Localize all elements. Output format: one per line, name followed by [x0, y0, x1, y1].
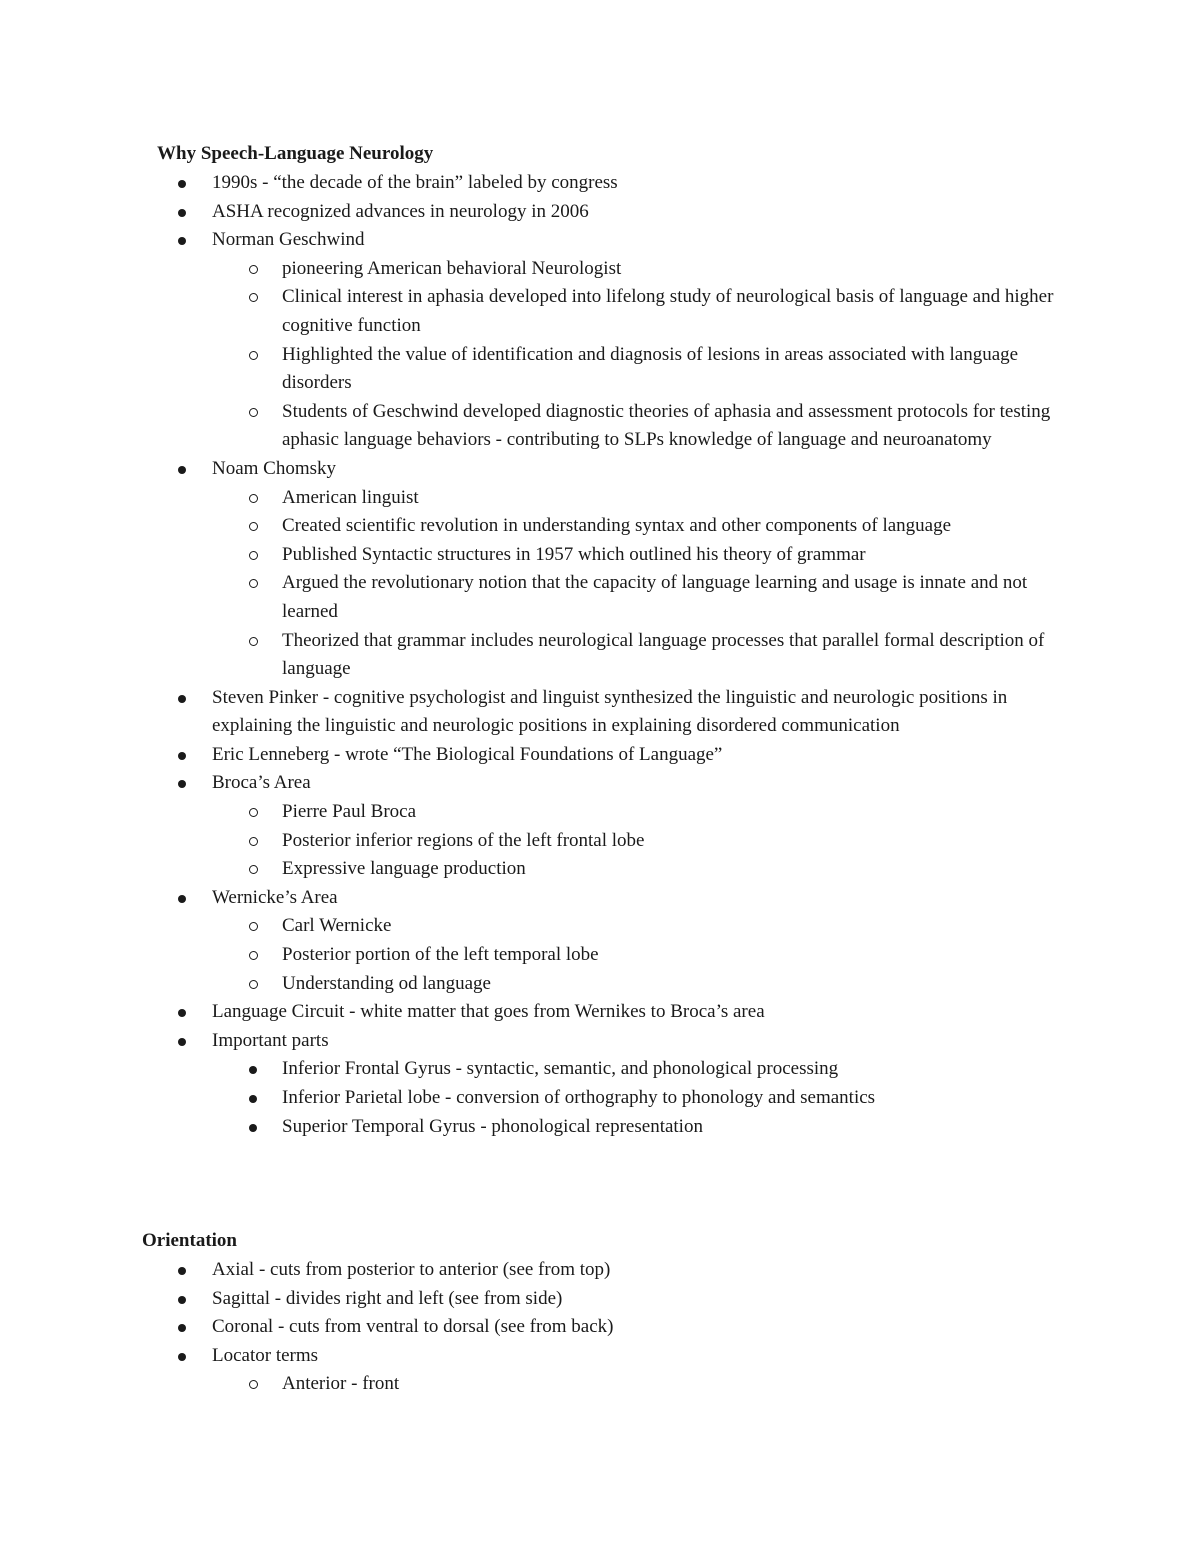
- list-item-text: Anterior - front: [282, 1373, 400, 1395]
- list-item: [0, 455, 1072, 484]
- list-item: [0, 484, 1072, 513]
- hollow-bullet-icon: [249, 855, 258, 884]
- list-item-text: Wernicke’s Area: [212, 886, 338, 908]
- hollow-bullet-icon: [249, 484, 258, 513]
- section-list-why-speech-language-neurology: [0, 169, 1200, 1141]
- list-item: [0, 884, 1072, 913]
- list-item: [0, 912, 1072, 941]
- hollow-bullet-icon: [249, 941, 258, 970]
- list-item: [0, 941, 1072, 970]
- filled-bullet-icon: [178, 226, 186, 255]
- list-item-text: Theorized that grammar includes neurological language processes that parallel formal description of language: [282, 629, 1045, 680]
- hollow-bullet-icon: [249, 970, 258, 999]
- filled-bullet-icon: [249, 1055, 257, 1084]
- list-item-text: ASHA recognized advances in neurology in 2006: [212, 200, 589, 222]
- list-item: [0, 398, 1072, 455]
- filled-bullet-icon: [178, 998, 186, 1027]
- list-item: [0, 1055, 1072, 1084]
- hollow-bullet-icon: [249, 798, 258, 827]
- filled-bullet-icon: [178, 1027, 186, 1056]
- filled-bullet-icon: [178, 1285, 186, 1314]
- list-item-text: Sagittal - divides right and left (see from side): [212, 1287, 563, 1309]
- list-item: [0, 512, 1072, 541]
- filled-bullet-icon: [178, 169, 186, 198]
- list-item: [0, 1256, 1072, 1285]
- list-item-text: Students of Geschwind developed diagnostic theories of aphasia and assessment protocols for testing aphasic language behaviors - contributing to SLPs knowledge of language and neuroanatomy: [282, 400, 1051, 451]
- list-item-text: Posterior inferior regions of the left frontal lobe: [282, 829, 645, 851]
- list-item-text: Noam Chomsky: [212, 457, 337, 479]
- list-item: [0, 827, 1072, 856]
- hollow-bullet-icon: [249, 569, 258, 598]
- list-item: [0, 1342, 1072, 1371]
- list-item-text: Eric Lenneberg - wrote “The Biological Foundations of Language”: [212, 743, 723, 765]
- list-item-text: Broca’s Area: [212, 772, 311, 794]
- filled-bullet-icon: [178, 741, 186, 770]
- list-item-text: Published Syntactic structures in 1957 which outlined his theory of grammar: [282, 543, 866, 565]
- section-heading-orientation: Orientation: [142, 1230, 237, 1251]
- hollow-bullet-icon: [249, 627, 258, 656]
- list-item-text: Axial - cuts from posterior to anterior (see from top): [212, 1259, 611, 1280]
- list-item: [0, 684, 1072, 741]
- list-item: [0, 198, 1072, 227]
- list-item: [0, 1027, 1072, 1056]
- list-item: [0, 341, 1072, 398]
- list-item: [0, 169, 1072, 198]
- list-item-text: Coronal - cuts from ventral to dorsal (see from back): [212, 1316, 614, 1338]
- hollow-bullet-icon: [249, 255, 258, 284]
- list-item: [0, 855, 1072, 884]
- hollow-bullet-icon: [249, 283, 258, 312]
- section-heading-why-speech-language-neurology: Why Speech-Language Neurology: [157, 143, 434, 164]
- filled-bullet-icon: [249, 1084, 257, 1113]
- section-list-orientation: [0, 1256, 1200, 1399]
- filled-bullet-icon: [178, 884, 186, 913]
- list-item-text: Important parts: [212, 1029, 329, 1051]
- list-item: [0, 798, 1072, 827]
- list-item-text: Inferior Frontal Gyrus - syntactic, semantic, and phonological processing: [282, 1058, 839, 1080]
- list-item: [0, 769, 1072, 798]
- list-item: [0, 569, 1072, 626]
- list-item-text: Inferior Parietal lobe - conversion of orthography to phonology and semantics: [282, 1087, 876, 1108]
- list-item: [0, 541, 1072, 570]
- list-item-text: Highlighted the value of identification and diagnosis of lesions in areas associated with language disorders: [282, 343, 1019, 394]
- list-item-text: Language Circuit - white matter that goes from Wernikes to Broca’s area: [212, 1001, 765, 1023]
- list-item-text: Clinical interest in aphasia developed into lifelong study of neurological basis of language and higher cognitive function: [282, 286, 1054, 336]
- list-item: [0, 1285, 1072, 1314]
- hollow-bullet-icon: [249, 912, 258, 941]
- list-item-text: Steven Pinker - cognitive psychologist and linguist synthesized the linguistic and neurologic positions in explaining the linguistic and neurologic positions in explaining disordered communication: [212, 686, 1008, 737]
- list-item-text: Carl Wernicke: [282, 915, 392, 937]
- list-item-text: Expressive language production: [282, 858, 526, 880]
- hollow-bullet-icon: [249, 512, 258, 541]
- filled-bullet-icon: [178, 769, 186, 798]
- hollow-bullet-icon: [249, 827, 258, 856]
- list-item: [0, 1113, 1072, 1142]
- list-item-text: Created scientific revolution in understanding syntax and other components of language: [282, 515, 952, 537]
- hollow-bullet-icon: [249, 341, 258, 370]
- filled-bullet-icon: [178, 455, 186, 484]
- list-item: [0, 1313, 1072, 1342]
- list-item-text: 1990s - “the decade of the brain” labeled by congress: [212, 172, 618, 193]
- hollow-bullet-icon: [249, 541, 258, 570]
- filled-bullet-icon: [178, 1342, 186, 1371]
- list-item-text: Norman Geschwind: [212, 229, 365, 251]
- hollow-bullet-icon: [249, 1370, 258, 1399]
- list-item: [0, 1370, 1072, 1399]
- list-item-text: Pierre Paul Broca: [282, 801, 417, 823]
- list-item-text: Posterior portion of the left temporal lobe: [282, 944, 599, 966]
- list-item: [0, 1084, 1072, 1113]
- list-item: [0, 998, 1072, 1027]
- list-item-text: Argued the revolutionary notion that the capacity of language learning and usage is innate and not learned: [282, 572, 1028, 622]
- hollow-bullet-icon: [249, 398, 258, 427]
- list-item-text: American linguist: [282, 486, 419, 508]
- filled-bullet-icon: [249, 1113, 257, 1142]
- list-item: [0, 255, 1072, 284]
- list-item: [0, 741, 1072, 770]
- list-item: [0, 627, 1072, 684]
- filled-bullet-icon: [178, 1256, 186, 1285]
- filled-bullet-icon: [178, 1313, 186, 1342]
- list-item-text: Locator terms: [212, 1344, 319, 1366]
- list-item: [0, 226, 1072, 255]
- filled-bullet-icon: [178, 198, 186, 227]
- list-item: [0, 970, 1072, 999]
- list-item-text: Superior Temporal Gyrus - phonological representation: [282, 1115, 703, 1137]
- list-item: [0, 283, 1072, 340]
- list-item-text: pioneering American behavioral Neurologist: [282, 257, 622, 279]
- filled-bullet-icon: [178, 684, 186, 713]
- list-item-text: Understanding od language: [282, 972, 491, 994]
